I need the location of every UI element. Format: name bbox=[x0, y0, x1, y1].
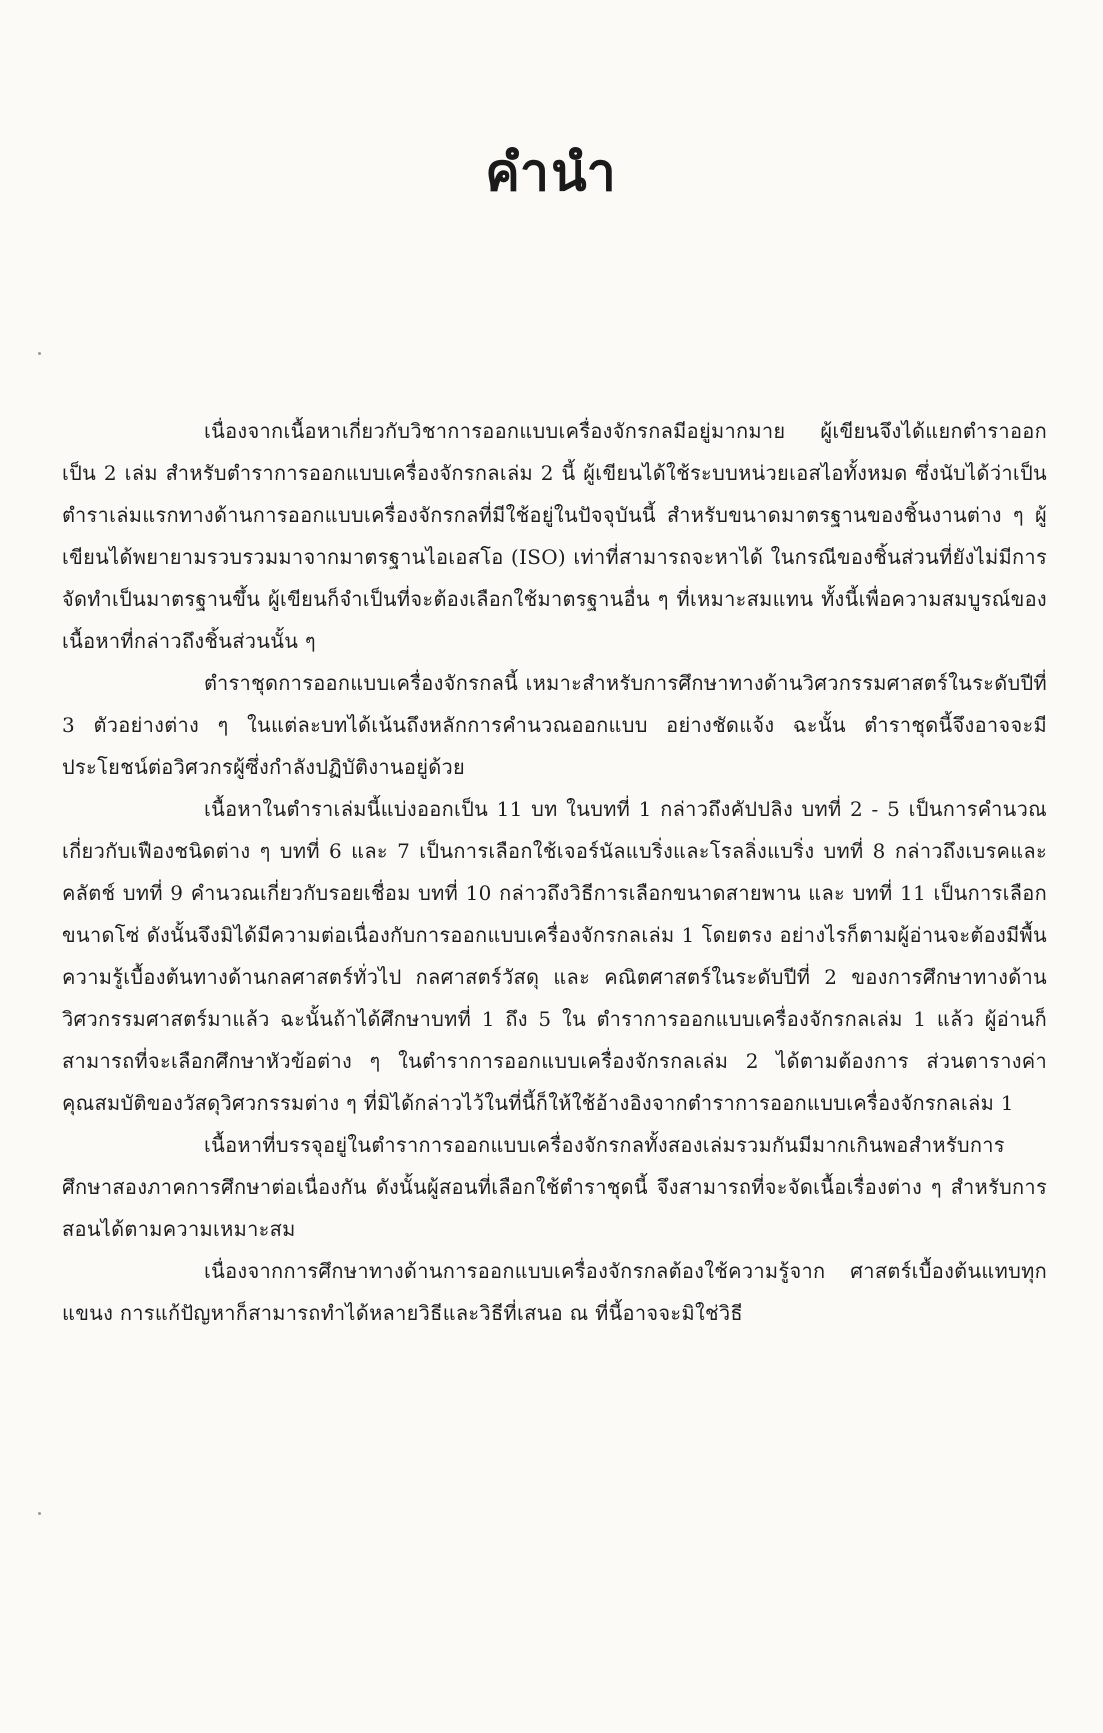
paragraph-2: ตำราชุดการออกแบบเครื่องจักรกลนี้ เหมาะสำหรับการศึกษาทางด้านวิศวกรรมศาสตร์ในระดับปีที่ 3 ตัวอย่างต่าง ๆ ในแต่ละบทได้เน้นถึงหลักการคำนวณออกแบบ อย่างชัดแจ้ง ฉะนั้น ตำราชุดนี้จึงอาจจะมีประโยชน์ต่อวิศวกรผู้ซึ่งกำลังปฏิบัติงานอยู่ด้วย bbox=[62, 671, 1047, 779]
paragraph-1: เนื่องจากเนื้อหาเกี่ยวกับวิชาการออกแบบเครื่องจักรกลมีอยู่มากมาย ผู้เขียนจึงได้แยกตำราออกเป็น 2 เล่ม สำหรับตำราการออกแบบเครื่องจักรกลเล่ม 2 นี้ ผู้เขียนได้ใช้ระบบหน่วยเอสไอทั้งหมด ซึ่งนับได้ว่าเป็นตำราเล่มแรกทางด้านการออกแบบเครื่องจักรกลที่มีใช้อยู่ในปัจจุบันนี้ สำหรับขนาดมาตรฐานของชิ้นงานต่าง ๆ ผู้เขียนได้พยายามรวบรวมมาจากมาตรฐานไอเอสโอ (ISO) เท่าที่สามารถจะหาได้ ในกรณีของชิ้นส่วนที่ยังไม่มีการจัดทำเป็นมาตรฐานขึ้น ผู้เขียนก็จำเป็นที่จะต้องเลือกใช้มาตรฐานอื่น ๆ ที่เหมาะสมแทน ทั้งนี้เพื่อความสมบูรณ์ของเนื้อหาที่กล่าวถึงชิ้นส่วนนั้น ๆ bbox=[62, 419, 1047, 653]
page-title: คำนำ bbox=[485, 143, 618, 203]
paragraph-5: เนื่องจากการศึกษาทางด้านการออกแบบเครื่องจักรกลต้องใช้ความรู้จาก ศาสตร์เบื้องต้นแทบทุกแขนง การแก้ปัญหาก็สามารถทำได้หลายวิธีและวิธีที่เสนอ ณ ที่นี้อาจจะมิใช่วิธี bbox=[62, 1259, 1047, 1325]
paragraph-3: เนื้อหาในตำราเล่มนี้แบ่งออกเป็น 11 บท ในบทที่ 1 กล่าวถึงคัปปลิง บทที่ 2 - 5 เป็นการคำนวณเกี่ยวกับเฟืองชนิดต่าง ๆ บทที่ 6 และ 7 เป็นการเลือกใช้เจอร์นัลแบริ่งและโรลลิ่งแบริ่ง บทที่ 8 กล่าวถึงเบรคและคลัตช์ บทที่ 9 คำนวณเกี่ยวกับรอยเชื่อม บทที่ 10 กล่าวถึงวิธีการเลือกขนาดสายพาน และ บทที่ 11 เป็นการเลือกขนาดโซ่ ดังนั้นจึงมิได้มีความต่อเนื่องกับการออกแบบเครื่องจักรกลเล่ม 1 โดยตรง อย่างไรก็ตามผู้อ่านจะต้องมีพื้นความรู้เบื้องต้นทางด้านกลศาสตร์ทั่วไป กลศาสตร์วัสดุ และ คณิตศาสตร์ในระดับปีที่ 2 ของการศึกษาทางด้านวิศวกรรมศาสตร์มาแล้ว ฉะนั้นถ้าได้ศึกษาบทที่ 1 ถึง 5 ใน ตำราการออกแบบเครื่องจักรกลเล่ม 1 แล้ว ผู้อ่านก็สามารถที่จะเลือกศึกษาหัวข้อต่าง ๆ ในตำราการออกแบบเครื่องจักรกลเล่ม 2 ได้ตามต้องการ ส่วนตารางค่าคุณสมบัติของวัสดุวิศวกรรมต่าง ๆ ที่มิได้กล่าวไว้ในที่นี้ก็ให้ใช้อ้างอิงจากตำราการออกแบบเครื่องจักรกลเล่ม 1 bbox=[62, 797, 1047, 1115]
scan-speck bbox=[38, 352, 41, 355]
paragraph-4: เนื้อหาที่บรรจุอยู่ในตำราการออกแบบเครื่องจักรกลทั้งสองเล่มรวมกันมีมากเกินพอสำหรับการศึกษาสองภาคการศึกษาต่อเนื่องกัน ดังนั้นผู้สอนที่เลือกใช้ตำราชุดนี้ จึงสามารถที่จะจัดเนื้อเรื่องต่าง ๆ สำหรับการสอนได้ตามความเหมาะสม bbox=[62, 1133, 1047, 1241]
preface-body bbox=[62, 410, 1047, 1334]
scan-speck bbox=[38, 1512, 41, 1515]
